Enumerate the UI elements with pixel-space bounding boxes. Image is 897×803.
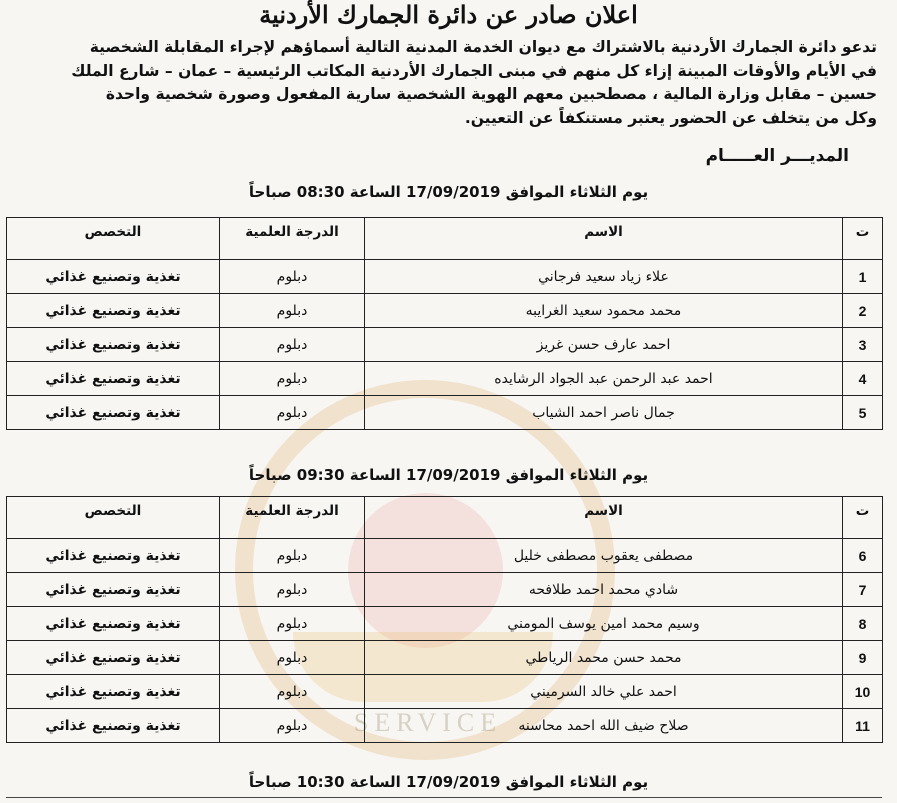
table-row — [7, 260, 883, 294]
candidate-specialty: تغذية وتصنيع غذائي — [7, 328, 220, 362]
candidate-specialty: تغذية وتصنيع غذائي — [7, 573, 220, 607]
candidate-degree: دبلوم — [220, 709, 365, 743]
session-heading: يوم الثلاثاء الموافق 17/09/2019 الساعة 08:30 صباحاً — [248, 183, 649, 201]
col-header-specialty: التخصص — [7, 497, 220, 539]
table-row — [7, 641, 883, 675]
candidate-name: مصطفى يعقوب مصطفى خليل — [365, 539, 843, 573]
table-row — [7, 573, 883, 607]
session-heading: يوم الثلاثاء الموافق 17/09/2019 الساعة 09:30 صباحاً — [248, 466, 649, 484]
candidate-degree: دبلوم — [220, 328, 365, 362]
table-row — [7, 328, 883, 362]
candidate-specialty: تغذية وتصنيع غذائي — [7, 362, 220, 396]
candidate-specialty: تغذية وتصنيع غذائي — [7, 539, 220, 573]
intro-line: وكل من يتخلف عن الحضور يعتبر مستنكفاً عن التعيين. — [464, 108, 877, 127]
row-number: 10 — [843, 675, 883, 709]
col-header-number: ت — [843, 218, 883, 260]
table-row — [7, 675, 883, 709]
col-header-degree: الدرجة العلمية — [220, 218, 365, 260]
table-row — [7, 362, 883, 396]
row-number: 7 — [843, 573, 883, 607]
col-header-number: ت — [843, 497, 883, 539]
table-header-row — [7, 218, 883, 260]
intro-line: حسين – مقابل وزارة المالية ، مصطحبين معهم الهوية الشخصية سارية المفعول وصورة شخصية واحدة — [105, 85, 877, 103]
table-row — [7, 396, 883, 430]
row-number: 2 — [843, 294, 883, 328]
candidate-name: محمد حسن محمد الرياطي — [365, 641, 843, 675]
candidate-specialty: تغذية وتصنيع غذائي — [7, 641, 220, 675]
row-number: 5 — [843, 396, 883, 430]
candidate-specialty: تغذية وتصنيع غذائي — [7, 260, 220, 294]
candidate-name: احمد علي خالد السرميني — [365, 675, 843, 709]
schedule-table — [6, 217, 883, 430]
seal-text: SERVICE — [353, 708, 503, 737]
col-header-specialty: التخصص — [7, 218, 220, 260]
schedule-table — [6, 496, 883, 743]
session-heading: يوم الثلاثاء الموافق 17/09/2019 الساعة 10:30 صباحاً — [248, 773, 649, 791]
intro-line: تدعو دائرة الجمارك الأردنية بالاشتراك مع ديوان الخدمة المدنية التالية أسماؤهم لإجراء المقابلة الشخصية — [89, 38, 877, 56]
candidate-degree: دبلوم — [220, 573, 365, 607]
candidate-degree: دبلوم — [220, 396, 365, 430]
candidate-degree: دبلوم — [220, 294, 365, 328]
director-general-signature: المديـــر العـــــام — [705, 146, 849, 166]
col-header-name: الاسم — [365, 218, 843, 260]
candidate-degree: دبلوم — [220, 607, 365, 641]
intro-line: في الأيام والأوقات المبينة إزاء كل منهم في مبنى الجمارك الأردنية المكاتب الرئيسية – عمان – شارع الملك — [71, 61, 877, 80]
candidate-degree: دبلوم — [220, 362, 365, 396]
candidate-specialty: تغذية وتصنيع غذائي — [7, 396, 220, 430]
candidate-specialty: تغذية وتصنيع غذائي — [7, 709, 220, 743]
candidate-name: احمد عبد الرحمن عبد الجواد الرشايده — [365, 362, 843, 396]
row-number: 8 — [843, 607, 883, 641]
table-row — [7, 607, 883, 641]
candidate-name: صلاح ضيف الله احمد محاسنه — [365, 709, 843, 743]
candidate-degree: دبلوم — [220, 260, 365, 294]
table-row — [7, 539, 883, 573]
announcement-title: اعلان صادر عن دائرة الجمارك الأردنية — [259, 0, 638, 29]
candidate-name: وسيم محمد امين يوسف المومني — [365, 607, 843, 641]
candidate-degree: دبلوم — [220, 675, 365, 709]
col-header-name: الاسم — [365, 497, 843, 539]
candidate-name: جمال ناصر احمد الشياب — [365, 396, 843, 430]
row-number: 1 — [843, 260, 883, 294]
candidate-degree: دبلوم — [220, 539, 365, 573]
table-header-row — [7, 497, 883, 539]
candidate-specialty: تغذية وتصنيع غذائي — [7, 607, 220, 641]
intro-paragraph — [17, 36, 877, 130]
col-header-degree: الدرجة العلمية — [220, 497, 365, 539]
row-number: 6 — [843, 539, 883, 573]
table-row — [7, 294, 883, 328]
candidate-name: احمد عارف حسن غريز — [365, 328, 843, 362]
candidate-degree: دبلوم — [220, 641, 365, 675]
row-number: 9 — [843, 641, 883, 675]
row-number: 11 — [843, 709, 883, 743]
candidate-name: شادي محمد احمد طلافحه — [365, 573, 843, 607]
candidate-specialty: تغذية وتصنيع غذائي — [7, 294, 220, 328]
candidate-name: علاء زياد سعيد فرجاني — [365, 260, 843, 294]
candidate-specialty: تغذية وتصنيع غذائي — [7, 675, 220, 709]
candidate-name: محمد محمود سعيد الغرايبه — [365, 294, 843, 328]
table-row — [7, 709, 883, 743]
row-number: 3 — [843, 328, 883, 362]
row-number: 4 — [843, 362, 883, 396]
bottom-rule — [6, 797, 882, 798]
